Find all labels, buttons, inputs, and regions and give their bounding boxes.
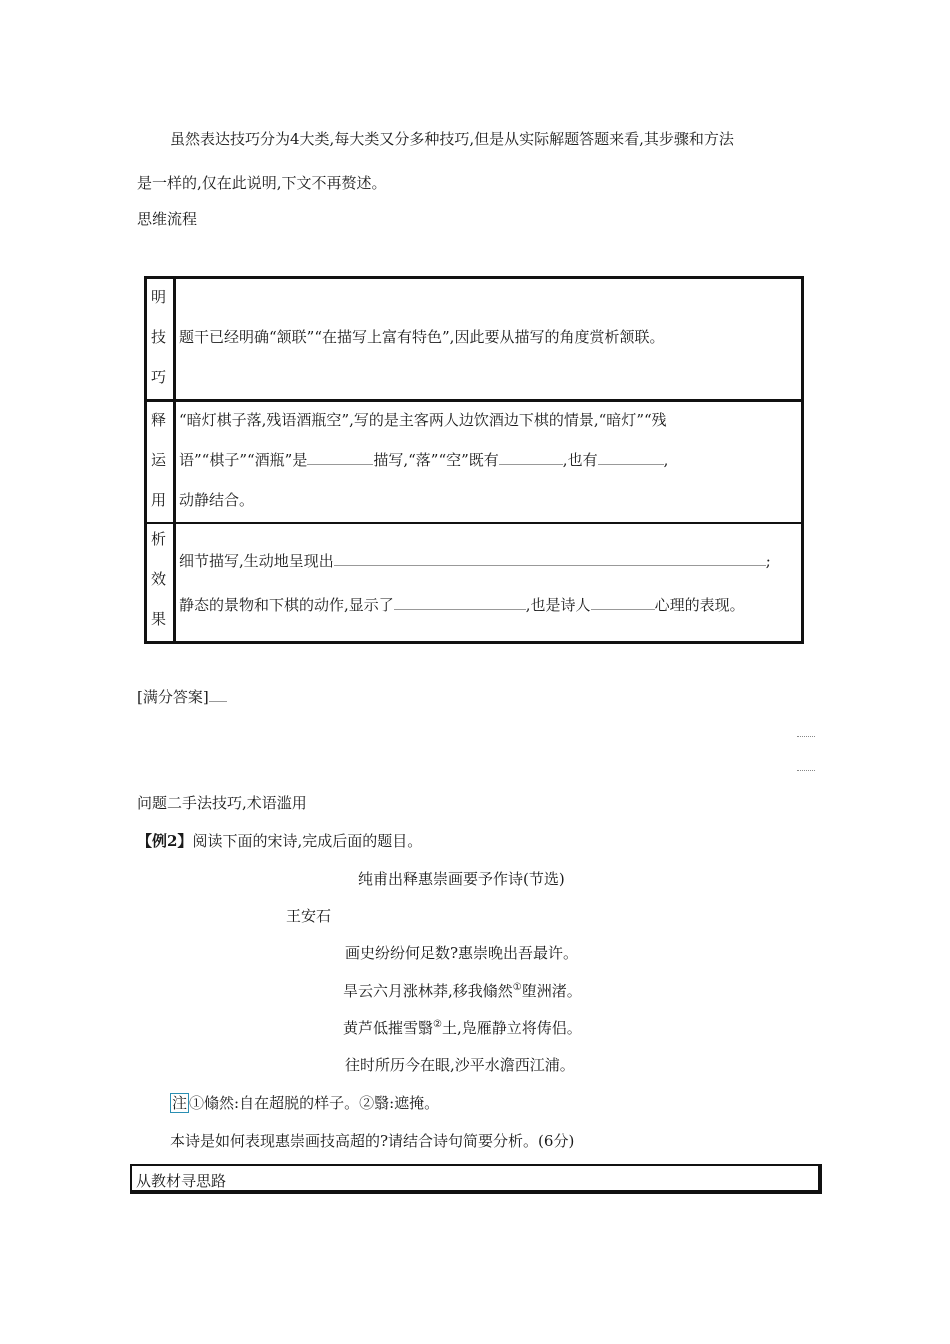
example-tag: 【例2】 — [137, 832, 193, 850]
row-header-shi-yunyong: 释 运 用 — [147, 402, 176, 522]
notes-line: 注 ①翛然:自在超脱的样子。②翳:遮掩。 — [172, 1094, 440, 1112]
table-row — [147, 402, 801, 524]
table-row — [147, 279, 801, 402]
fill-blank[interactable] — [598, 450, 664, 465]
textbook-approach-box — [130, 1164, 822, 1194]
poem-title: 纯甫出释惠崇画要予作诗(节选) — [358, 870, 565, 888]
poem-author: 王安石 — [286, 907, 332, 925]
table-row — [147, 524, 801, 641]
note-mark: 注 — [172, 1094, 188, 1112]
fill-blank[interactable] — [394, 595, 526, 610]
fill-blank[interactable] — [499, 450, 563, 465]
row-header-xi-xiaoguo: 析 效 果 — [147, 524, 176, 641]
poem-line: 黄芦低摧雪翳②土,凫雁静立将俦侣。 — [343, 1019, 582, 1037]
question-text: 本诗是如何表现惠崇画技高超的?请结合诗句简要分析。(6分) — [170, 1132, 575, 1150]
intro-line-1: 虽然表达技巧分为4大类,每大类又分多种技巧,但是从实际解题答题来看,其步骤和方法 — [170, 130, 734, 148]
answer-blank-dots — [797, 770, 815, 771]
row3-line-2: 静态的景物和下棋的动作,显示了 ,也是诗人 心理的表现。 — [179, 596, 745, 614]
intro-line-2: 是一样的,仅在此说明,下文不再赘述。 — [137, 174, 387, 192]
question-heading: 问题二手法技巧,术语滥用 — [137, 794, 307, 812]
footnote-ref: ① — [512, 982, 522, 993]
footnote-ref: ② — [433, 1019, 442, 1030]
fill-blank[interactable] — [334, 551, 766, 566]
box-label: 从教材寻思路 — [136, 1172, 227, 1190]
row2-line-2: 语”“棋子”“酒瓶”是 描写,“落”“空”既有 ,也有 , — [179, 451, 669, 469]
poem-line: 旱云六月涨林莽,移我翛然①堕洲渚。 — [343, 982, 582, 1000]
answer-blank[interactable] — [209, 687, 227, 702]
answer-label: [满分答案] — [137, 686, 227, 707]
poem-line: 画史纷纷何足数?惠崇晚出吾最许。 — [345, 944, 579, 962]
fill-blank[interactable] — [307, 450, 373, 465]
example-line: 【例2】阅读下面的宋诗,完成后面的题目。 — [137, 832, 423, 850]
row2-line-3: 动静结合。 — [179, 491, 255, 509]
answer-blank-dots — [797, 736, 815, 737]
poem-line: 往时所历今在眼,沙平水澹西江浦。 — [345, 1056, 575, 1074]
section-title: 思维流程 — [137, 210, 198, 228]
thinking-flow-table — [144, 276, 804, 644]
row2-line-1: “暗灯棋子落,残语酒瓶空”,写的是主客两人边饮酒边下棋的情景,“暗灯”“残 — [179, 411, 667, 429]
row3-line-1: 细节描写,生动地呈现出 ; — [179, 552, 771, 570]
fill-blank[interactable] — [591, 595, 655, 610]
row-header-ming-jiqiao: 明 技 巧 — [147, 279, 176, 399]
row1-content: 题干已经明确“颔联”“在描写上富有特色”,因此要从描写的角度赏析颔联。 — [179, 328, 665, 346]
